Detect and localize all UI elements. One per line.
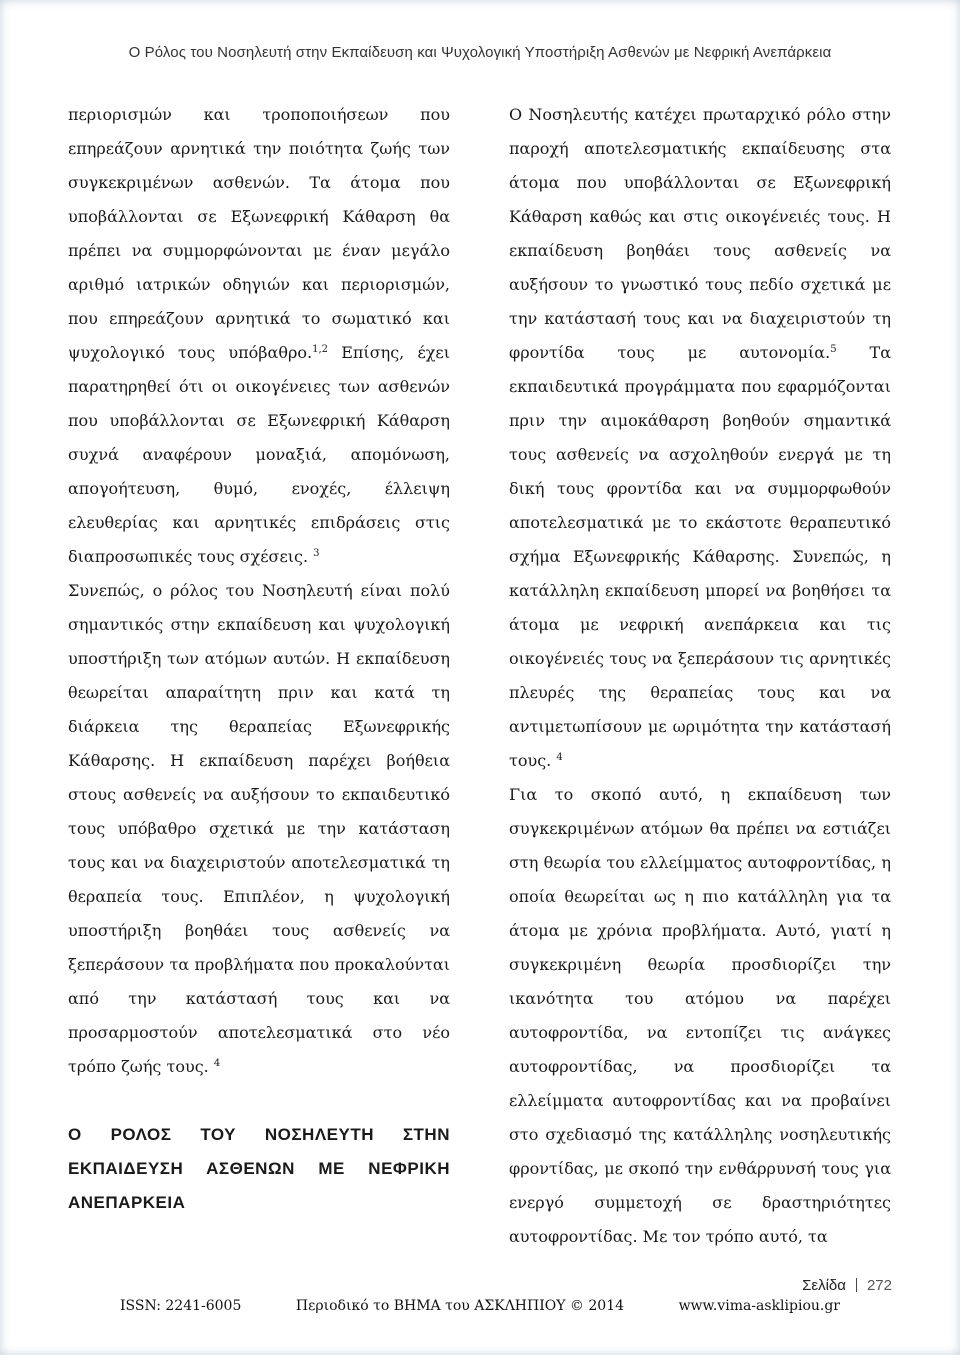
citation-ref: 4	[213, 1058, 221, 1069]
page-label: Σελίδα	[802, 1277, 846, 1294]
text-span: Επίσης, έχει παρατηρηθεί ότι οι οικογένειες των ασθενών που υποβάλλονται σε Εξωνεφρική Κάθαρση συχνά αναφέρουν μοναξιά, απομόνωση, απογοήτευση, θυμό, ενοχές, έλλειψη ελευθερίας και αρνητικές επιδράσεις στις διαπροσωπικές τους σχέσεις.	[68, 343, 450, 566]
running-header: Ο Ρόλος του Νοσηλευτή στην Εκπαίδευση και Ψυχολογική Υποστήριξη Ασθενών με Νεφρική Ανεπάρκεια	[128, 44, 832, 61]
text-span: περιορισμών και τροποποιήσεων που επηρεάζουν αρνητικά την ποιότητα ζωής των συγκεκριμένων ασθενών. Τα άτομα που υποβάλλονται σε Εξωνεφρική Κάθαρση θα πρέπει να συμμορφώνονται με έναν μεγάλο αριθμό ιατρικών οδηγιών και περιορισμών, που επηρεάζουν αρνητικά το σωματικό και ψυχολογικό τους υπόβαθρο.	[68, 105, 450, 362]
footer-journal: Περιοδικό το ΒΗΜΑ του ΑΣΚΛΗΠΙΟΥ © 2014	[295, 1298, 625, 1314]
left-paragraph-1	[68, 98, 450, 574]
page-number	[802, 1277, 892, 1294]
text-span: Τα εκπαιδευτικά προγράμματα που εφαρμόζονται πριν την αιμοκάθαρση βοηθούν σημαντικά τους ασθενείς να ασχοληθούν ενεργά με τη δική τους φροντίδα και να συμμορφωθούν αποτελεσματικά με το εκάστοτε θεραπευτικό σχήμα Εξωνεφρικής Κάθαρσης. Συνεπώς, η κατάλληλη εκπαίδευση μπορεί να βοηθήσει τα άτομα με νεφρική ανεπάρκεια και τις οικογένειές τους να ξεπεράσουν τις αρνητικές πλευρές της θεραπείας τους και να αντιμετωπίσουν με ωριμότητα την κατάστασή τους.	[509, 343, 891, 770]
right-column	[509, 98, 891, 1254]
citation-ref: 1,2	[312, 344, 329, 355]
citation-ref: 3	[313, 548, 320, 559]
right-paragraph-1	[509, 98, 891, 778]
page-number-value: 272	[866, 1277, 892, 1294]
left-paragraph-2	[68, 574, 450, 1084]
text-span: Ο Νοσηλευτής κατέχει πρωταρχικό ρόλο στην παροχή αποτελεσματικής εκπαίδευσης στα άτομα που υποβάλλονται σε Εξωνεφρική Κάθαρση καθώς και στις οικογένειές τους. Η εκπαίδευση βοηθάει τους ασθενείς να αυξήσουν το γνωστικό τους πεδίο σχετικά με την κατάστασή τους και να διαχειριστούν τη φροντίδα τους με αυτονομία.	[509, 105, 891, 362]
citation-ref: 5	[830, 344, 837, 355]
citation-ref: 4	[556, 752, 563, 763]
left-column	[68, 98, 450, 1220]
page-number-separator	[856, 1278, 857, 1292]
right-paragraph-2	[509, 778, 891, 1254]
footer-issn: ISSN: 2241-6005	[120, 1298, 242, 1314]
footer-website[interactable]: www.vima-asklipiou.gr	[678, 1298, 840, 1314]
text-span: Συνεπώς, ο ρόλος του Νοσηλευτή είναι πολύ σημαντικός στην εκπαίδευση και ψυχολογική υποστήριξη των ατόμων αυτών. Η εκπαίδευση θεωρείται απαραίτητη πριν και κατά τη διάρκεια της θεραπείας Εξωνεφρικής Κάθαρσης. Η εκπαίδευση παρέχει βοήθεια στους ασθενείς να αυξήσουν το εκπαιδευτικό τους υπόβαθρο σχετικά με την κατάσταση τους και να διαχειριστούν αποτελεσματικά τη θεραπεία τους. Επιπλέον, η ψυχολογική υποστήριξη βοηθάει τους ασθενείς να ξεπεράσουν τα προβλήματα που προκαλούνται από την κατάστασή τους και να προσαρμοστούν αποτελεσματικά στο νέο τρόπο ζωής τους.	[68, 581, 450, 1076]
section-heading: Ο ΡΟΛΟΣ ΤΟΥ ΝΟΣΗΛΕΥΤΗ ΣΤΗΝ ΕΚΠΑΙΔΕΥΣΗ ΑΣΘΕΝΩΝ ΜΕ ΝΕΦΡΙΚΗ ΑΝΕΠΑΡΚΕΙΑ	[68, 1125, 450, 1212]
text-span: Για το σκοπό αυτό, η εκπαίδευση των συγκεκριμένων ατόμων θα πρέπει να εστιάζει στη θεωρία του ελλείμματος αυτοφροντίδας, η οποία θεωρείται ως η πιο κατάλληλη για τα άτομα με χρόνια προβλήματα. Αυτό, γιατί η συγκεκριμένη θεωρία προσδιορίζει την ικανότητα του ατόμου να παρέχει αυτοφροντίδα, να εντοπίζει τις ανάγκες αυτοφροντίδας, να προσδιορίζει τα ελλείμματα αυτοφροντίδας και να προβαίνει στο σχεδιασμό της κατάλληλης νοσηλευτικής φροντίδας, με σκοπό την ενθάρρυνσή τους για ενεργό συμμετοχή σε δραστηριότητες αυτοφροντίδας. Με τον τρόπο αυτό, τα	[509, 785, 891, 1246]
footer	[120, 1298, 840, 1314]
